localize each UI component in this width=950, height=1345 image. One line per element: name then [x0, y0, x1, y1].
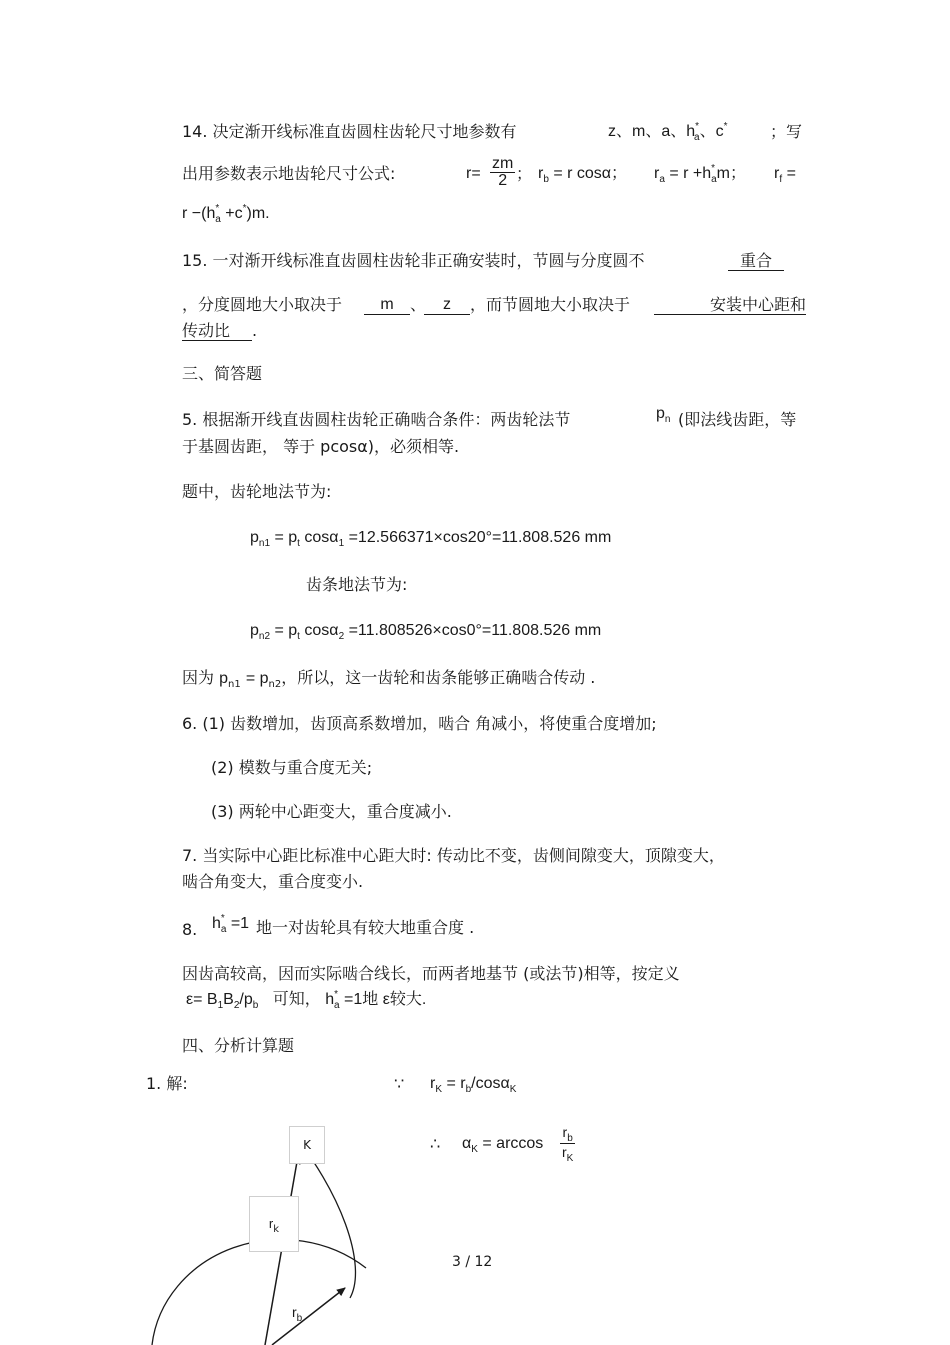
answer-blank: z	[424, 296, 470, 315]
q5-line1-a: 5. 根据渐开线直齿圆柱齿轮正确啮合条件：两齿轮法节	[182, 410, 571, 429]
q15-line1: 15. 一对渐开线标准直齿圆柱齿轮非正确安装时，节圆与分度圆不	[182, 251, 645, 270]
eq-sub: K	[509, 1084, 517, 1095]
rf-r: r	[774, 165, 780, 182]
q14-semi: ；写	[770, 122, 803, 141]
q15-answer-4a	[654, 295, 806, 315]
dedendum-radius-formula	[774, 164, 796, 186]
k-label: K	[303, 1138, 311, 1152]
q14-line1	[182, 122, 517, 142]
section-title-3: 三、简答题	[182, 364, 263, 383]
den-sub: K	[566, 1153, 574, 1164]
ra-sub: a	[659, 174, 665, 185]
q8-number: 8.	[182, 920, 198, 939]
params-sub: a	[694, 132, 700, 143]
eq-sub: n2	[258, 631, 271, 642]
eps-d: 可知，	[272, 991, 321, 1008]
eq-sub: n2	[268, 679, 282, 690]
den-r: r	[562, 1144, 567, 1160]
q5-pn	[656, 404, 670, 426]
eq-sub: 2	[338, 631, 345, 642]
q14-text: 14. 决定渐开线标准直齿圆柱齿轮尺寸地参数有	[182, 122, 517, 141]
label-rb	[292, 1302, 302, 1325]
pn-p: p	[656, 405, 665, 422]
alpha-equation	[462, 1134, 543, 1156]
eq-pt: = p	[274, 622, 298, 639]
ra-r: r	[654, 165, 660, 182]
rk-label: r	[268, 1216, 274, 1231]
h-sup: *	[220, 913, 225, 924]
eps-a: ε= B	[186, 991, 218, 1008]
q5-line4: 齿条地法节为:	[306, 575, 408, 594]
ra-sup: *	[711, 163, 716, 174]
q15-answer-3	[424, 295, 470, 315]
num-sub: b	[567, 1133, 573, 1144]
params-tail: 、c	[699, 123, 724, 140]
h-sub: a	[334, 1000, 340, 1011]
eq-rb: = r	[446, 1075, 466, 1092]
therefore-symbol: ∴	[430, 1134, 441, 1153]
eq-arccos: = arccos	[482, 1135, 544, 1152]
label-rk-box	[249, 1196, 299, 1252]
rb-label: r	[292, 1304, 297, 1320]
eq-value: =11.808526×cos0°=11.808.526 mm	[348, 622, 602, 639]
q14-params	[608, 122, 728, 144]
eps-sub: 1	[217, 1000, 224, 1011]
rb-rest: = r cosα；	[553, 165, 628, 182]
eq-value: =12.566371×cos20°=11.808.526 mm	[348, 529, 612, 546]
q8-h-formula	[212, 914, 249, 936]
eq-alpha: α	[462, 1135, 472, 1152]
eps-b: B	[223, 991, 234, 1008]
eq-sub: t	[297, 631, 300, 642]
eq-sub: n1	[258, 538, 271, 549]
eq-sub: t	[297, 538, 300, 549]
rk-equation	[430, 1074, 516, 1096]
rb-sub: b	[296, 1313, 303, 1324]
fraction-numerator	[560, 1124, 575, 1144]
q7-line1: 7. 当实际中心距比标准中心距大时: 传动比不变，齿侧间隙变大，顶隙变大，	[182, 846, 725, 865]
eps-c: /p	[239, 991, 253, 1008]
eq-p: p	[250, 529, 259, 546]
label-k-box	[289, 1126, 325, 1164]
answer-blank: 安装中心距和	[654, 296, 806, 315]
addendum-radius-formula	[654, 164, 746, 186]
rf-cont-a: r −(h	[182, 205, 216, 222]
rf-cont-sub: a	[215, 214, 221, 225]
rf-cont-b: +c	[225, 205, 243, 222]
radius-formula: r=	[466, 165, 481, 182]
q6-line3: (3) 两轮中心距变大，重合度减小.	[211, 802, 452, 821]
num-r: r	[562, 1124, 568, 1140]
h-sub: a	[220, 924, 227, 935]
eq-sub: K	[435, 1084, 442, 1095]
base-circle	[152, 1239, 366, 1345]
q5-line1-b: (即法线齿距，等	[678, 410, 797, 429]
eq-p: p	[219, 670, 229, 687]
eps-e: =1地 ε较大.	[344, 991, 427, 1008]
h-eq: =1	[230, 915, 250, 932]
q15-answer-2	[364, 295, 410, 315]
ra-mid: = r +h	[669, 165, 712, 182]
q7-line2: 啮合角变大，重合度变小.	[182, 872, 364, 891]
q6-line1: 6. (1) 齿数增加，齿顶高系数增加，啮合 角减小，将使重合度增加;	[182, 714, 657, 733]
fraction-denominator	[560, 1144, 575, 1163]
alpha-fraction	[560, 1124, 575, 1163]
eq-p2: = p	[245, 670, 269, 687]
because-text: 因为	[182, 668, 215, 687]
answer-blank: m	[364, 296, 410, 315]
params-text: z、m、a、h	[608, 123, 696, 140]
fraction-denominator: 2	[498, 172, 508, 189]
q14-line3	[182, 204, 270, 226]
params-sup: *	[695, 121, 700, 132]
rf-cont-sup2: *	[242, 203, 247, 214]
eq-pt: = p	[274, 529, 298, 546]
eq-p: p	[250, 622, 259, 639]
rf-eq: =	[786, 165, 796, 182]
h-letter: h	[212, 915, 221, 932]
q15-line2-b: ，而节圆地大小取决于	[470, 295, 631, 314]
solution-label: 1. 解:	[146, 1074, 188, 1093]
ra-end: m；	[716, 165, 746, 182]
equation-pn2	[250, 621, 601, 643]
q8-tail: 地一对齿轮具有较大地重合度 .	[256, 918, 475, 937]
pn-sub: n	[664, 414, 671, 425]
page-number: 3 / 12	[452, 1254, 493, 1270]
because-symbol: ∵	[394, 1074, 405, 1093]
rf-sub: f	[779, 174, 783, 185]
period: .	[252, 321, 258, 340]
section-title-4: 四、分析计算题	[182, 1036, 295, 1055]
h-sup: *	[334, 989, 339, 1000]
eq-sub: 1	[338, 538, 345, 549]
eq-cos: cosα	[304, 529, 339, 546]
eq-r: r	[430, 1075, 436, 1092]
rb-r: r	[538, 165, 544, 182]
eps-sub: b	[252, 1000, 259, 1011]
fraction-numerator: zm	[492, 155, 514, 172]
q5-line5	[182, 668, 595, 691]
eq-cos: cosα	[304, 622, 339, 639]
rk-sub: k	[273, 1224, 280, 1235]
q15-sep: 、	[410, 295, 427, 314]
rb-vector	[272, 1288, 345, 1345]
semicolon: ；	[516, 164, 533, 183]
eps-sub: 2	[233, 1000, 240, 1011]
q8-line2: 因齿高较高，因而实际啮合线长，而两者地基节 (或法节)相等，按定义	[182, 964, 680, 983]
answer-blank: 传动比	[182, 322, 252, 341]
q15-answer-4b	[182, 321, 257, 341]
q8-line3	[186, 990, 426, 1012]
ra-sub2: a	[711, 174, 717, 185]
equation-pn1	[250, 528, 611, 550]
h-letter: h	[325, 991, 335, 1008]
rf-cont-sup: *	[215, 203, 220, 214]
base-radius-formula	[538, 164, 627, 186]
rb-sub: b	[543, 174, 549, 185]
eq-cos: /cosα	[471, 1075, 510, 1092]
eq-sub: K	[471, 1144, 478, 1155]
q15-line2-a: ，分度圆地大小取决于	[182, 295, 343, 314]
q14-line2: 出用参数表示地齿轮尺寸公式:	[182, 164, 396, 183]
eq-sub: n1	[228, 679, 241, 690]
q5-line3: 题中，齿轮地法节为:	[182, 482, 332, 501]
eq-sub: b	[465, 1084, 472, 1095]
conclusion-text: ，所以，这一齿轮和齿条能够正确啮合传动 .	[281, 668, 596, 687]
params-tail-sup: *	[723, 121, 728, 132]
rf-cont-c: )m.	[246, 205, 270, 222]
q15-answer-1	[728, 251, 784, 271]
q5-line2: 于基圆齿距， 等于 pcosα)，必须相等.	[182, 437, 460, 456]
answer-blank: 重合	[728, 252, 784, 271]
radius-fraction	[490, 156, 515, 189]
q6-line2: (2) 模数与重合度无关;	[211, 758, 373, 777]
